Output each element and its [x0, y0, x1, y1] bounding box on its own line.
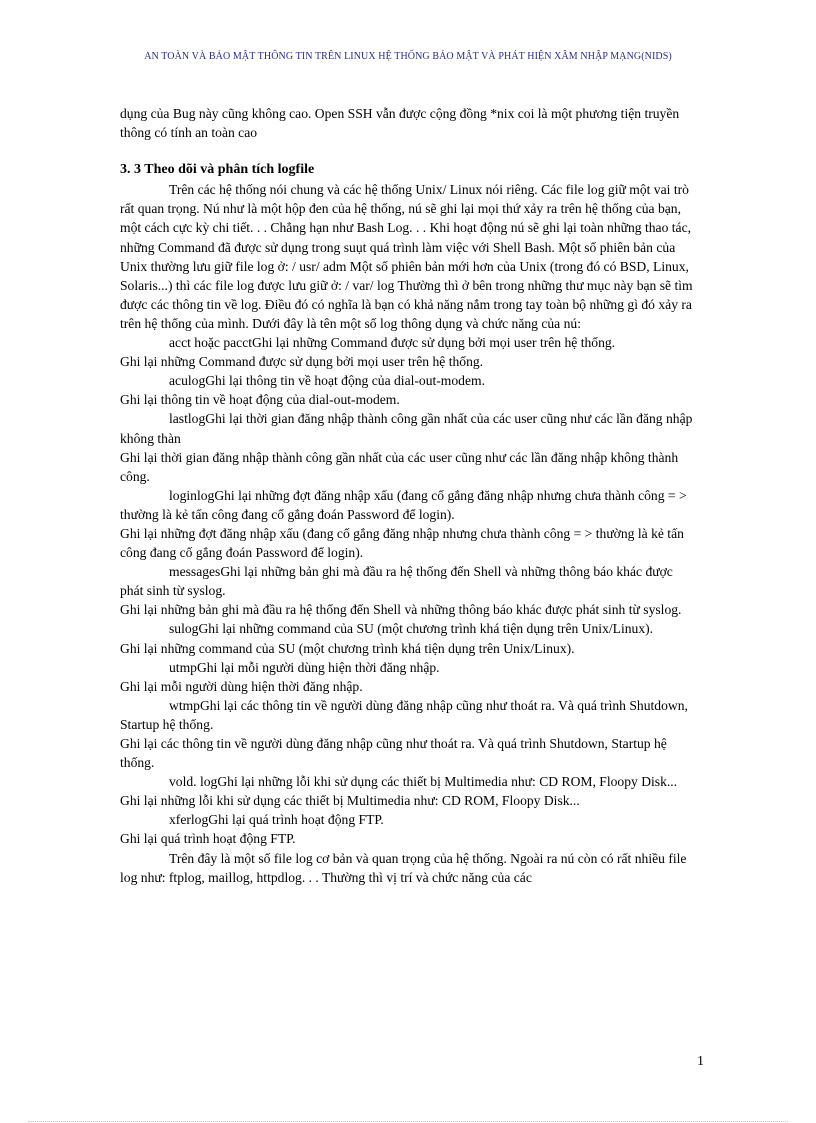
- body-paragraph: Ghi lại thời gian đăng nhập thành công gần nhất của các user cũng như các lần đăng nhập không thành công.: [120, 449, 679, 484]
- body-paragraph: Ghi lại những command của SU (một chương trình khá tiện dụng trên Unix/Linux).: [120, 640, 575, 656]
- section-paragraphs: [120, 180, 694, 886]
- intro-paragraph: dụng của Bug này cũng không cao. Open SSH vẫn được cộng đồng *nix coi là một phương tiện truyền thông có tính an toàn cao: [120, 106, 680, 141]
- body-paragraph: Trên đây là một số file log cơ bản và quan trọng của hệ thống. Ngoài ra nú còn có rất nhiều file log như: ftplog, maillog, httpdlog. . . Thường thì vị trí và chức năng của các: [120, 850, 687, 885]
- body-paragraph: Ghi lại mỗi người dùng hiện thời đăng nhập.: [120, 678, 363, 694]
- section-heading: 3. 3 Theo dõi và phân tích logfile: [120, 162, 315, 178]
- body-paragraph: sulogGhi lại những command của SU (một chương trình khá tiện dụng trên Unix/Linux).: [169, 621, 654, 637]
- body-paragraph: vold. logGhi lại những lỗi khi sử dụng các thiết bị Multimedia như: CD ROM, Floopy Disk...: [169, 774, 678, 790]
- body-paragraph: Ghi lại những đợt đăng nhập xấu (đang cố gắng đăng nhập nhưng chưa thành công = > thường là kẻ tấn công đang cố gắng đoán Password để login).: [120, 525, 684, 561]
- body-paragraph: loginlogGhi lại những đợt đăng nhập xấu (đang cố gắng đăng nhập nhưng chưa thành công = > thường là kẻ tấn công đang cố gắng đoán Password để login).: [120, 487, 687, 522]
- body-paragraph: Ghi lại những bản ghi mà đầu ra hệ thống đến Shell và những thông báo khác được phát sinh từ syslog.: [120, 602, 682, 618]
- body-paragraph: messagesGhi lại những bản ghi mà đầu ra hệ thống đến Shell và những thông báo khác được phát sinh từ syslog.: [120, 564, 673, 599]
- page-bottom-border: [28, 1121, 788, 1122]
- page-number: 1: [697, 1054, 704, 1069]
- body-paragraph: aculogGhi lại thông tin về hoạt động của dial-out-modem.: [169, 373, 485, 389]
- body-paragraph: Ghi lại các thông tin về người dùng đăng nhập cũng như thoát ra. Và quá trình Shutdown, Startup hệ thống.: [120, 736, 667, 771]
- running-header: AN TOÀN VÀ BẢO MẬT THÔNG TIN TRÊN LINUX HỆ THỐNG BẢO MẬT VÀ PHÁT HIỆN XÂM NHẬP MẠNG(NIDS): [144, 51, 672, 62]
- body-paragraph: wtmpGhi lại các thông tin về người dùng đăng nhập cũng như thoát ra. Và quá trình Shutdown, Startup hệ thống.: [120, 697, 688, 732]
- body-paragraph: xferlogGhi lại quá trình hoạt động FTP.: [169, 812, 384, 828]
- body-paragraph: Ghi lại thông tin về hoạt động của dial-out-modem.: [120, 392, 400, 408]
- body-paragraph: Ghi lại những Command được sử dụng bởi mọi user trên hệ thống.: [120, 354, 484, 370]
- page-body: [120, 104, 694, 887]
- body-paragraph: acct hoặc pacctGhi lại những Command được sử dụng bởi mọi user trên hệ thống.: [169, 335, 616, 351]
- body-paragraph: Ghi lại quá trình hoạt động FTP.: [120, 831, 296, 847]
- body-paragraph: Ghi lại những lỗi khi sử dụng các thiết bị Multimedia như: CD ROM, Floopy Disk...: [120, 793, 580, 809]
- body-paragraph: Trên các hệ thống nói chung và các hệ thống Unix/ Linux nói riêng. Các file log giữ một vai trò rất quan trọng. Nú như là một hộp đen của hệ thống, nú sẽ ghi lại mọi thứ xảy ra trên hệ thống của bạn, một cách cực kỳ chi tiết. . . Chẳng hạn như Bash Log. . . Khi hoạt động nú sẽ ghi lại toàn những thao tác, những Command đã được sử dụng trong suụt quá trình làm việc với Shell Bash. Một số phiên bản của Unix thường lưu giữ file log ở: / usr/ adm Một số phiên bản mới hơn của Unix (trong đó có BSD, Linux, Solaris...) thì các file log được lưu giữ ở: / var/ log Thường thì ở bên trong những thư mục này bạn sẽ tìm được các thông tin về log. Điều đó có nghĩa là bạn có khả năng nắm trong tay toàn bộ những gì đó xảy ra trên hệ thống của mình. Dưới đây là tên một số log thông dụng và chức năng của nú:: [120, 182, 693, 331]
- body-paragraph: lastlogGhi lại thời gian đăng nhập thành công gần nhất của các user cũng như các lần đăng nhập không thàn: [120, 411, 693, 446]
- body-paragraph: utmpGhi lại mỗi người dùng hiện thời đăng nhập.: [169, 659, 440, 675]
